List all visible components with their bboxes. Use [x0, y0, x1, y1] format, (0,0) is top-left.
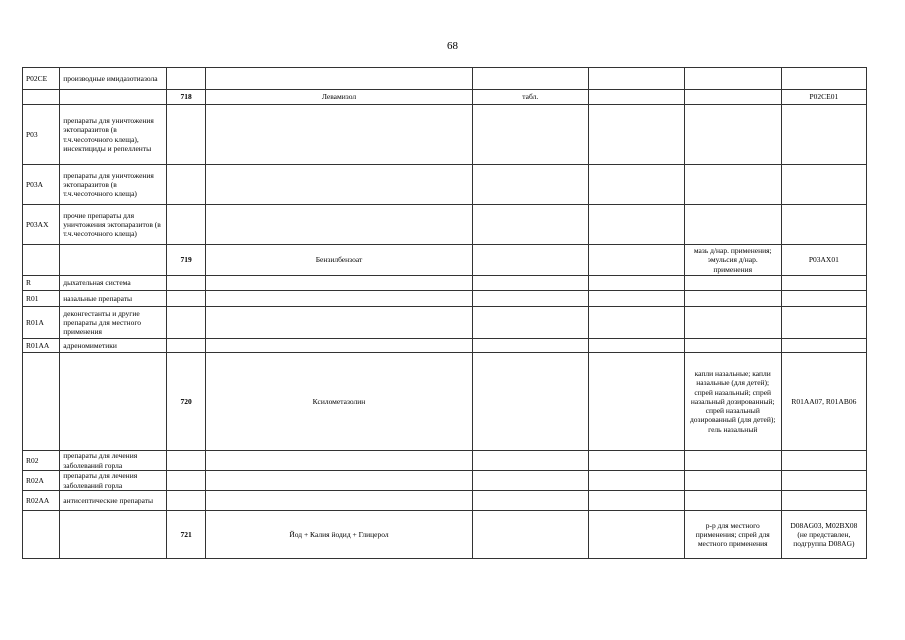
atc-code-cell [781, 205, 866, 245]
drug-name-cell: Левамизол [206, 90, 472, 105]
atc-group-code-cell [23, 90, 60, 105]
atc-group-code-cell: R02AA [23, 491, 60, 511]
table-row [23, 205, 867, 245]
dosage-form-cell: капли назальные; капли назальные (для детей); спрей назальный; спрей назальный дозированный; спрей назальный дозированный (для детей); гель назальный [684, 353, 781, 451]
atc-group-code-cell: R01 [23, 291, 60, 307]
atc-code-cell [781, 471, 866, 491]
atc-group-code-cell: R02 [23, 451, 60, 471]
atc-group-code-cell [23, 353, 60, 451]
column-e-cell [472, 105, 588, 165]
dosage-form-cell: р-р для местного применения; спрей для местного применения [684, 511, 781, 559]
group-name-cell [60, 511, 167, 559]
atc-code-cell [781, 165, 866, 205]
drug-name-cell [206, 205, 472, 245]
dosage-form-cell [684, 307, 781, 339]
dosage-form-cell [684, 276, 781, 291]
table-row [23, 291, 867, 307]
atc-code-cell [781, 68, 866, 90]
dosage-form-cell [684, 165, 781, 205]
column-e-cell [472, 291, 588, 307]
group-name-cell: прочие препараты для уничтожения эктопаразитов (в т.ч.чесоточного клеща) [60, 205, 167, 245]
table-row [23, 307, 867, 339]
item-number-cell [166, 68, 205, 90]
column-f-cell [588, 307, 684, 339]
table-row [23, 471, 867, 491]
drug-name-cell: Йод + Калия йодид + Глицерол [206, 511, 472, 559]
column-e-cell [472, 276, 588, 291]
column-f-cell [588, 90, 684, 105]
item-number-cell: 719 [166, 245, 205, 276]
atc-group-code-cell: R02A [23, 471, 60, 491]
column-f-cell [588, 511, 684, 559]
dosage-form-cell [684, 205, 781, 245]
table-row [23, 68, 867, 90]
group-name-cell: производные имидазотиазола [60, 68, 167, 90]
atc-group-code-cell: P03AX [23, 205, 60, 245]
group-name-cell [60, 245, 167, 276]
column-f-cell [588, 471, 684, 491]
item-number-cell: 721 [166, 511, 205, 559]
atc-code-cell [781, 276, 866, 291]
drug-table [22, 67, 867, 559]
table-row [23, 451, 867, 471]
column-e-cell [472, 245, 588, 276]
group-name-cell: антисептические препараты [60, 491, 167, 511]
atc-code-cell [781, 291, 866, 307]
atc-group-code-cell: R [23, 276, 60, 291]
column-f-cell [588, 291, 684, 307]
table-row [23, 105, 867, 165]
group-name-cell: препараты для лечения заболеваний горла [60, 471, 167, 491]
column-f-cell [588, 105, 684, 165]
atc-code-cell [781, 105, 866, 165]
atc-code-cell [781, 451, 866, 471]
item-number-cell [166, 491, 205, 511]
atc-code-cell: R01AA07, R01AB06 [781, 353, 866, 451]
item-number-cell [166, 471, 205, 491]
group-name-cell: назальные препараты [60, 291, 167, 307]
column-f-cell [588, 491, 684, 511]
drug-name-cell [206, 339, 472, 353]
drug-name-cell [206, 165, 472, 205]
drug-name-cell [206, 68, 472, 90]
table-row [23, 491, 867, 511]
group-name-cell: препараты для лечения заболеваний горла [60, 451, 167, 471]
table-row [23, 90, 867, 105]
drug-name-cell [206, 471, 472, 491]
dosage-form-cell [684, 339, 781, 353]
column-e-cell [472, 339, 588, 353]
group-name-cell [60, 353, 167, 451]
atc-code-cell: D08AG03, M02BX08 (не представлен, подгруппа D08AG) [781, 511, 866, 559]
item-number-cell: 720 [166, 353, 205, 451]
table-row [23, 165, 867, 205]
drug-name-cell: Бензилбензоат [206, 245, 472, 276]
item-number-cell [166, 291, 205, 307]
drug-name-cell [206, 451, 472, 471]
dosage-form-cell [684, 451, 781, 471]
atc-code-cell [781, 339, 866, 353]
table-row [23, 511, 867, 559]
group-name-cell: препараты для уничтожения эктопаразитов (в т.ч.чесоточного клеща) [60, 165, 167, 205]
drug-name-cell [206, 491, 472, 511]
item-number-cell [166, 165, 205, 205]
column-e-cell: табл. [472, 90, 588, 105]
drug-name-cell [206, 291, 472, 307]
dosage-form-cell: мазь д/нар. применения; эмульсия д/нар. применения [684, 245, 781, 276]
atc-code-cell [781, 491, 866, 511]
item-number-cell [166, 451, 205, 471]
dosage-form-cell [684, 291, 781, 307]
group-name-cell: препараты для уничтожения эктопаразитов (в т.ч.чесоточного клеща), инсектициды и репелленты [60, 105, 167, 165]
drug-name-cell [206, 276, 472, 291]
column-e-cell [472, 451, 588, 471]
atc-group-code-cell [23, 511, 60, 559]
dosage-form-cell [684, 105, 781, 165]
atc-group-code-cell: P03A [23, 165, 60, 205]
column-e-cell [472, 205, 588, 245]
atc-group-code-cell: R01AA [23, 339, 60, 353]
column-e-cell [472, 471, 588, 491]
drug-name-cell [206, 307, 472, 339]
column-e-cell [472, 511, 588, 559]
group-name-cell: дыхательная система [60, 276, 167, 291]
item-number-cell: 718 [166, 90, 205, 105]
atc-group-code-cell: P03 [23, 105, 60, 165]
column-f-cell [588, 68, 684, 90]
column-f-cell [588, 205, 684, 245]
column-f-cell [588, 165, 684, 205]
column-e-cell [472, 68, 588, 90]
drug-name-cell [206, 105, 472, 165]
dosage-form-cell [684, 68, 781, 90]
column-f-cell [588, 245, 684, 276]
item-number-cell [166, 205, 205, 245]
item-number-cell [166, 339, 205, 353]
atc-group-code-cell [23, 245, 60, 276]
column-f-cell [588, 353, 684, 451]
item-number-cell [166, 307, 205, 339]
item-number-cell [166, 105, 205, 165]
column-e-cell [472, 353, 588, 451]
column-e-cell [472, 307, 588, 339]
column-f-cell [588, 451, 684, 471]
atc-code-cell: P03AX01 [781, 245, 866, 276]
dosage-form-cell [684, 471, 781, 491]
atc-group-code-cell: R01A [23, 307, 60, 339]
table-row [23, 245, 867, 276]
column-e-cell [472, 491, 588, 511]
table-row [23, 276, 867, 291]
dosage-form-cell [684, 90, 781, 105]
table-row [23, 353, 867, 451]
drug-name-cell: Ксилометазолин [206, 353, 472, 451]
column-f-cell [588, 339, 684, 353]
atc-group-code-cell: P02CE [23, 68, 60, 90]
item-number-cell [166, 276, 205, 291]
group-name-cell: деконгестанты и другие препараты для местного применения [60, 307, 167, 339]
column-e-cell [472, 165, 588, 205]
table-row [23, 339, 867, 353]
page-number: 68 [447, 40, 458, 52]
group-name-cell: адреномиметики [60, 339, 167, 353]
column-f-cell [588, 276, 684, 291]
dosage-form-cell [684, 491, 781, 511]
atc-code-cell: P02CE01 [781, 90, 866, 105]
group-name-cell [60, 90, 167, 105]
atc-code-cell [781, 307, 866, 339]
